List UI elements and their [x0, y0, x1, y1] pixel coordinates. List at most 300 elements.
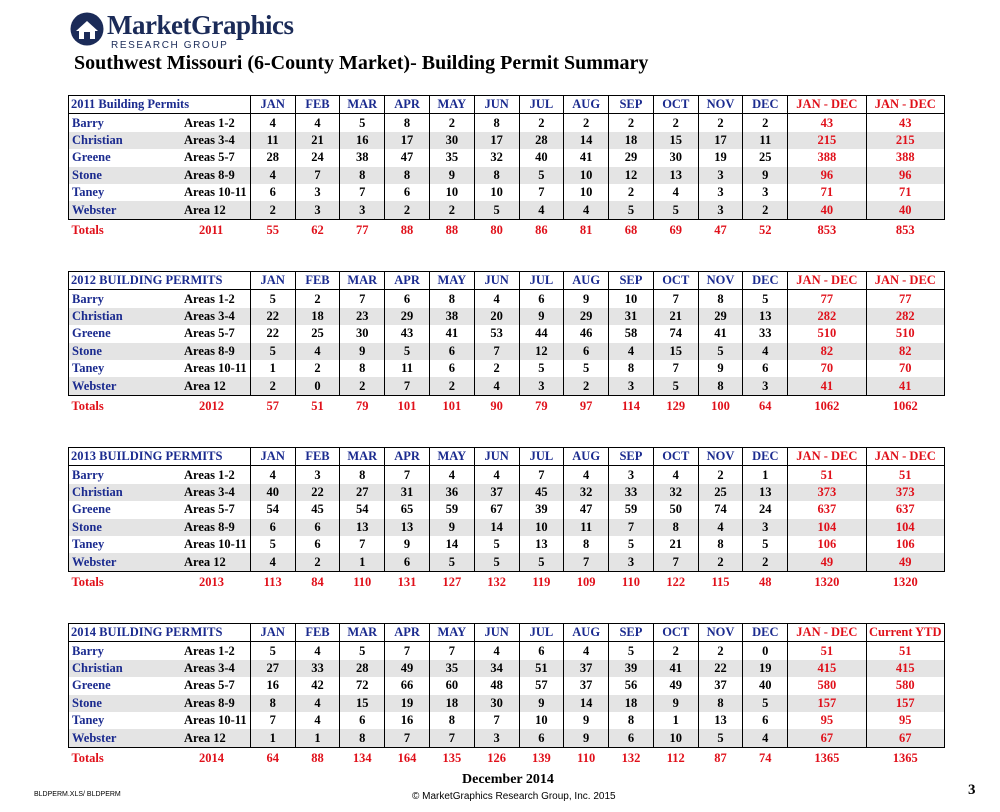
month-value: 4	[295, 642, 340, 660]
month-value: 5	[743, 695, 788, 712]
county-name: Christian	[69, 660, 183, 677]
month-value: 6	[340, 712, 385, 729]
month-value: 27	[340, 484, 385, 501]
month-value: 8	[564, 536, 609, 553]
month-header: SEP	[609, 272, 654, 290]
month-value: 17	[698, 132, 743, 149]
month-total: 74	[759, 750, 772, 765]
month-total: 101	[442, 398, 462, 413]
month-value: 37	[564, 660, 609, 677]
table-header-row	[69, 448, 945, 466]
table-row	[69, 660, 945, 677]
month-value: 10	[653, 729, 698, 747]
totals-row	[69, 571, 945, 592]
month-total: 47	[714, 222, 727, 237]
month-value: 14	[429, 536, 474, 553]
month-value: 0	[743, 642, 788, 660]
month-header: AUG	[564, 624, 609, 642]
month-value: 1	[743, 466, 788, 484]
month-value: 39	[609, 660, 654, 677]
month-value: 4	[653, 466, 698, 484]
month-value: 22	[698, 660, 743, 677]
month-value: 2	[698, 466, 743, 484]
month-value: 9	[564, 712, 609, 729]
month-value: 41	[653, 660, 698, 677]
month-value: 6	[519, 729, 564, 747]
month-value: 18	[609, 695, 654, 712]
month-value: 7	[429, 642, 474, 660]
month-value: 33	[743, 325, 788, 342]
month-value: 22	[250, 308, 295, 325]
month-header: MAR	[340, 448, 385, 466]
month-total: 57	[266, 398, 279, 413]
county-name: Barry	[69, 114, 183, 132]
month-value: 5	[653, 377, 698, 395]
area-label: Areas 5-7	[184, 326, 235, 341]
month-value: 2	[743, 553, 788, 571]
table-row	[69, 360, 945, 377]
month-value: 35	[429, 149, 474, 166]
month-header: FEB	[295, 272, 340, 290]
month-value: 4	[429, 466, 474, 484]
month-header: MAY	[429, 96, 474, 114]
month-value: 2	[340, 377, 385, 395]
month-header: JUN	[474, 448, 519, 466]
row-total: 82	[788, 343, 866, 360]
month-total: 48	[759, 574, 772, 589]
brand-name: MarketGraphics	[107, 10, 294, 40]
row-total: 388	[788, 149, 866, 166]
row-ytd: 41	[866, 377, 944, 395]
month-value: 13	[385, 519, 430, 536]
month-value: 6	[743, 712, 788, 729]
month-value: 3	[698, 184, 743, 201]
grand-total: 1062	[814, 398, 840, 413]
month-value: 19	[385, 695, 430, 712]
month-value: 4	[250, 114, 295, 132]
month-value: 31	[609, 308, 654, 325]
row-ytd: 580	[866, 677, 944, 694]
row-ytd: 49	[866, 553, 944, 571]
month-value: 7	[429, 729, 474, 747]
month-header: DEC	[743, 624, 788, 642]
month-value: 8	[429, 712, 474, 729]
county-name: Christian	[69, 308, 183, 325]
county-name: Stone	[69, 167, 183, 184]
month-value: 19	[698, 149, 743, 166]
table-row	[69, 695, 945, 712]
month-header: JUN	[474, 272, 519, 290]
month-value: 4	[698, 519, 743, 536]
month-value: 28	[340, 660, 385, 677]
month-value: 41	[698, 325, 743, 342]
month-value: 2	[295, 290, 340, 308]
table-row	[69, 712, 945, 729]
month-value: 8	[429, 290, 474, 308]
month-value: 13	[698, 712, 743, 729]
month-value: 16	[340, 132, 385, 149]
month-value: 11	[743, 132, 788, 149]
county-name: Webster	[69, 553, 183, 571]
county-name: Stone	[69, 695, 183, 712]
month-value: 5	[743, 536, 788, 553]
month-total: 139	[532, 750, 551, 765]
table-row	[69, 519, 945, 536]
month-value: 49	[653, 677, 698, 694]
month-value: 15	[653, 132, 698, 149]
month-total: 88	[400, 222, 414, 237]
month-total: 88	[445, 222, 459, 237]
month-total: 132	[487, 574, 506, 589]
month-value: 3	[609, 377, 654, 395]
month-value: 1	[653, 712, 698, 729]
month-total: 79	[356, 398, 369, 413]
totals-label: Totals	[71, 398, 104, 413]
month-value: 47	[385, 149, 430, 166]
area-label: Areas 1-2	[184, 467, 235, 482]
county-name: Taney	[69, 712, 183, 729]
month-value: 24	[295, 149, 340, 166]
month-total: 55	[266, 222, 279, 237]
month-value: 41	[429, 325, 474, 342]
month-total: 112	[666, 750, 685, 765]
month-header: JUL	[519, 624, 564, 642]
month-value: 19	[743, 660, 788, 677]
month-value: 10	[564, 184, 609, 201]
month-value: 5	[609, 201, 654, 219]
area-label: Area 12	[182, 377, 250, 395]
month-total: 80	[490, 222, 503, 237]
row-ytd: 215	[866, 132, 944, 149]
month-value: 47	[564, 501, 609, 518]
row-ytd: 388	[866, 149, 944, 166]
month-total: 101	[397, 398, 417, 413]
area-label: Area 12	[182, 729, 250, 747]
month-total: 132	[621, 750, 641, 765]
month-value: 25	[743, 149, 788, 166]
month-value: 10	[519, 712, 564, 729]
area-label: Areas 3-4	[182, 484, 250, 501]
county-name: Taney	[69, 184, 183, 201]
month-value: 40	[250, 484, 295, 501]
month-value: 11	[250, 132, 295, 149]
month-total: 52	[759, 222, 772, 237]
month-value: 6	[385, 184, 430, 201]
month-value: 9	[429, 167, 474, 184]
month-value: 2	[250, 201, 295, 219]
house-logo-icon	[70, 12, 104, 46]
month-value: 18	[609, 132, 654, 149]
ytd-header: JAN - DEC	[866, 96, 944, 114]
month-value: 37	[564, 677, 609, 694]
month-value: 34	[474, 660, 519, 677]
row-ytd: 510	[866, 325, 944, 342]
month-total: 100	[711, 398, 730, 413]
month-value: 59	[429, 501, 474, 518]
county-name: Stone	[69, 343, 183, 360]
month-value: 3	[698, 201, 743, 219]
total-header: JAN - DEC	[788, 624, 866, 642]
month-header: JAN	[250, 624, 295, 642]
month-header: JAN	[250, 96, 295, 114]
area-label: Areas 5-7	[184, 502, 235, 517]
permit-table	[68, 623, 945, 768]
month-value: 30	[429, 132, 474, 149]
month-header: SEP	[609, 624, 654, 642]
county-name: Webster	[69, 377, 183, 395]
month-value: 33	[295, 660, 340, 677]
file-reference: BLDPERM.XLS/ BLDPERM	[34, 791, 121, 798]
row-ytd: 157	[866, 695, 944, 712]
month-header: MAR	[340, 96, 385, 114]
month-header: APR	[385, 624, 430, 642]
month-value: 4	[250, 466, 295, 484]
month-total: 88	[311, 750, 324, 765]
totals-label: Totals	[71, 750, 104, 765]
area-label: Areas 1-2	[184, 291, 235, 306]
month-value: 2	[429, 201, 474, 219]
month-total: 122	[666, 574, 686, 589]
county-name: Stone	[69, 519, 183, 536]
month-value: 31	[385, 484, 430, 501]
grand-ytd: 1365	[892, 750, 918, 765]
month-value: 24	[743, 501, 788, 518]
table-row	[69, 184, 945, 201]
month-value: 6	[743, 360, 788, 377]
month-value: 8	[474, 114, 519, 132]
month-value: 9	[340, 343, 385, 360]
row-total: 415	[788, 660, 866, 677]
month-value: 5	[609, 536, 654, 553]
month-value: 10	[564, 167, 609, 184]
area-label: Areas 8-9	[182, 167, 250, 184]
month-header: SEP	[609, 96, 654, 114]
row-ytd: 637	[866, 501, 944, 518]
month-header: FEB	[295, 96, 340, 114]
county-name: Greene	[69, 149, 183, 166]
month-value: 65	[385, 501, 430, 518]
month-value: 2	[474, 360, 519, 377]
page-title: Southwest Missouri (6-County Market)- Building Permit Summary	[74, 52, 649, 74]
month-value: 41	[564, 149, 609, 166]
month-value: 5	[698, 729, 743, 747]
month-value: 58	[609, 325, 654, 342]
month-value: 2	[743, 201, 788, 219]
month-value: 44	[519, 325, 564, 342]
month-header: OCT	[653, 96, 698, 114]
month-value: 33	[609, 484, 654, 501]
month-value: 8	[474, 167, 519, 184]
table-row	[69, 501, 945, 518]
month-value: 21	[653, 308, 698, 325]
table-row	[69, 536, 945, 553]
area-label: Areas 5-7	[184, 678, 235, 693]
month-value: 1	[250, 360, 295, 377]
month-value: 2	[519, 114, 564, 132]
month-value: 0	[295, 377, 340, 395]
permit-table	[68, 271, 945, 416]
month-value: 3	[295, 466, 340, 484]
month-value: 5	[474, 201, 519, 219]
month-value: 21	[295, 132, 340, 149]
month-value: 20	[474, 308, 519, 325]
month-total: 77	[356, 222, 369, 237]
month-header: OCT	[653, 448, 698, 466]
month-value: 39	[519, 501, 564, 518]
month-header: AUG	[564, 448, 609, 466]
month-value: 22	[250, 325, 295, 342]
table-row	[69, 729, 945, 747]
month-value: 5	[340, 114, 385, 132]
month-value: 3	[295, 184, 340, 201]
month-value: 45	[519, 484, 564, 501]
month-value: 2	[429, 377, 474, 395]
month-value: 13	[743, 308, 788, 325]
month-value: 37	[698, 677, 743, 694]
area-label: Areas 10-11	[184, 361, 247, 376]
row-total: 51	[788, 642, 866, 660]
month-value: 7	[519, 184, 564, 201]
county-name: Greene	[69, 677, 183, 694]
row-total: 51	[788, 466, 866, 484]
month-value: 7	[474, 712, 519, 729]
month-value: 4	[564, 201, 609, 219]
month-value: 6	[385, 553, 430, 571]
month-total: 110	[621, 574, 640, 589]
month-value: 3	[519, 377, 564, 395]
month-total: 134	[352, 750, 372, 765]
month-value: 3	[609, 466, 654, 484]
month-value: 74	[698, 501, 743, 518]
month-total: 51	[311, 398, 324, 413]
month-value: 5	[743, 290, 788, 308]
month-value: 3	[340, 201, 385, 219]
month-value: 9	[385, 536, 430, 553]
month-value: 3	[295, 201, 340, 219]
month-value: 2	[564, 114, 609, 132]
month-value: 1	[340, 553, 385, 571]
month-total: 68	[624, 222, 638, 237]
row-ytd: 71	[866, 184, 944, 201]
month-header: MAY	[429, 272, 474, 290]
month-value: 38	[340, 149, 385, 166]
table-row	[69, 167, 945, 184]
month-value: 38	[429, 308, 474, 325]
county-name: Taney	[69, 536, 183, 553]
month-value: 2	[385, 201, 430, 219]
area-label: Areas 10-11	[184, 185, 247, 200]
table-title: 2011 Building Permits	[69, 96, 251, 114]
county-name: Taney	[69, 360, 183, 377]
month-value: 48	[474, 677, 519, 694]
month-value: 5	[698, 343, 743, 360]
month-value: 29	[609, 149, 654, 166]
month-value: 25	[295, 325, 340, 342]
area-label: Areas 1-2	[184, 115, 235, 130]
row-ytd: 40	[866, 201, 944, 219]
month-value: 57	[519, 677, 564, 694]
month-value: 8	[698, 377, 743, 395]
table-header-row	[69, 272, 945, 290]
row-ytd: 51	[866, 642, 944, 660]
month-header: AUG	[564, 96, 609, 114]
row-total: 157	[788, 695, 866, 712]
month-value: 9	[519, 308, 564, 325]
report-date: December 2014	[462, 772, 554, 787]
row-total: 373	[788, 484, 866, 501]
month-value: 29	[564, 308, 609, 325]
month-value: 2	[653, 642, 698, 660]
month-value: 7	[653, 360, 698, 377]
month-value: 4	[295, 712, 340, 729]
row-total: 70	[788, 360, 866, 377]
month-value: 2	[250, 377, 295, 395]
county-name: Barry	[69, 290, 183, 308]
page-number: 3	[968, 782, 976, 798]
row-ytd: 43	[866, 114, 944, 132]
month-value: 4	[564, 466, 609, 484]
month-value: 11	[385, 360, 430, 377]
month-value: 5	[474, 536, 519, 553]
month-value: 4	[250, 553, 295, 571]
month-header: DEC	[743, 96, 788, 114]
area-label: Areas 8-9	[182, 519, 250, 536]
month-value: 2	[698, 553, 743, 571]
row-ytd: 95	[866, 712, 944, 729]
month-value: 13	[519, 536, 564, 553]
month-value: 6	[429, 343, 474, 360]
month-value: 18	[429, 695, 474, 712]
month-value: 4	[295, 114, 340, 132]
county-name: Greene	[69, 501, 183, 518]
month-value: 5	[385, 343, 430, 360]
row-total: 510	[788, 325, 866, 342]
table-row	[69, 308, 945, 325]
month-header: JUL	[519, 448, 564, 466]
month-header: MAR	[340, 272, 385, 290]
row-ytd: 282	[866, 308, 944, 325]
month-value: 3	[698, 167, 743, 184]
copyright-notice: © MarketGraphics Research Group, Inc. 2015	[412, 791, 616, 802]
grand-total: 1365	[814, 750, 840, 765]
row-total: 104	[788, 519, 866, 536]
month-total: 129	[666, 398, 686, 413]
month-value: 6	[429, 360, 474, 377]
row-total: 106	[788, 536, 866, 553]
month-value: 54	[340, 501, 385, 518]
permit-table-block	[68, 447, 945, 592]
ytd-header: JAN - DEC	[866, 272, 944, 290]
month-value: 4	[609, 343, 654, 360]
table-header-row	[69, 96, 945, 114]
month-value: 4	[653, 184, 698, 201]
month-header: SEP	[609, 448, 654, 466]
month-value: 10	[519, 519, 564, 536]
month-value: 9	[519, 695, 564, 712]
month-total: 114	[621, 398, 640, 413]
month-value: 2	[295, 360, 340, 377]
month-total: 110	[577, 750, 596, 765]
month-value: 15	[653, 343, 698, 360]
month-header: OCT	[653, 272, 698, 290]
month-value: 46	[564, 325, 609, 342]
month-value: 5	[519, 360, 564, 377]
month-header: JAN	[250, 448, 295, 466]
totals-label: Totals	[71, 222, 104, 237]
month-value: 10	[609, 290, 654, 308]
ytd-header: JAN - DEC	[866, 448, 944, 466]
month-total: 135	[442, 750, 462, 765]
